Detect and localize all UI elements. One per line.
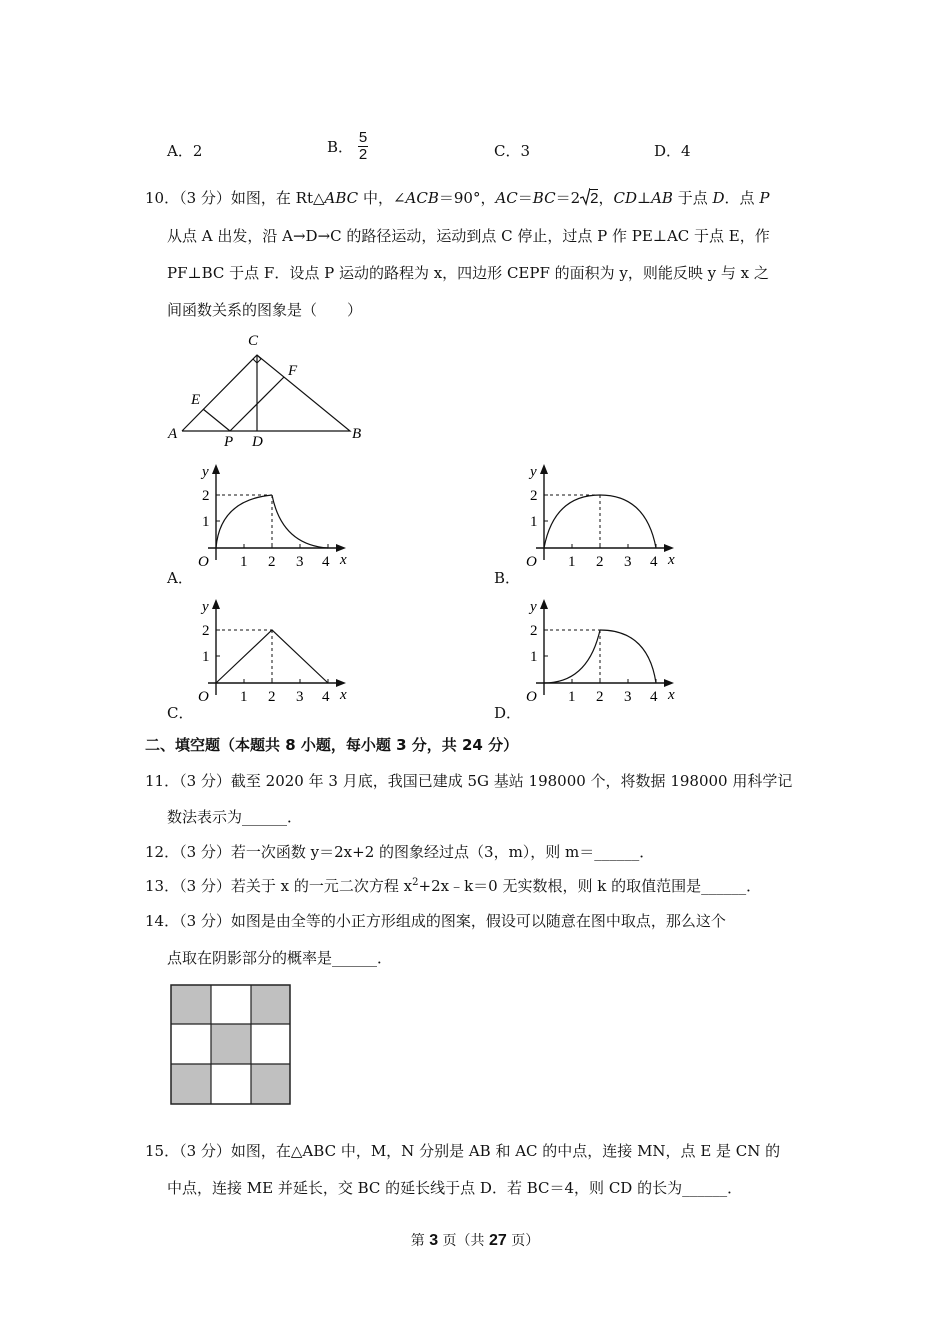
var: BC [532,189,556,207]
q10-line2: 从点 A 出发，沿 A→D→C 的路径运动，运动到点 C 停止，过点 P 作 PE⊥AC 于点 E，作 [167,227,770,245]
option-b-fraction [358,130,368,163]
q15-line1: 15．（3 分）如图，在△ABC 中，M，N 分别是 AB 和 AC 的中点，连接 MN，点 E 是 CN 的 [145,1142,781,1160]
option-c: C．3 [494,142,531,160]
grid-cell-shaded [171,1064,211,1104]
y-axis-label: y [530,464,537,480]
x-tick-label: 2 [596,554,604,570]
page-footer [0,1230,950,1250]
y-tick-label: 1 [530,649,538,665]
x-tick-label: 2 [596,689,604,705]
x-tick-label: 4 [322,689,330,705]
x-tick-label: 2 [268,554,276,570]
x-tick-label: 4 [650,689,658,705]
triangle-figure [160,328,380,450]
x-axis-label: x [340,552,347,568]
option-b-prefix: B． [327,138,354,156]
grid-cell-shaded [251,985,290,1024]
q10-line3: PF⊥BC 于点 F．设点 P 运动的路程为 x，四边形 CEPF 的面积为 y，则能反映 y 与 x 之 [167,264,769,282]
grid-cell-shaded [211,1024,251,1064]
text: ．点 [724,189,760,207]
q14-line1: 14．（3 分）如图是由全等的小正方形组成的图案，假设可以随意在图中取点，那么这个 [145,912,726,930]
y-axis-arrow [212,464,220,474]
graph-a-label: A． [167,569,193,587]
graph-c [190,595,350,710]
var: AB [651,189,673,207]
y-tick-label: 1 [202,649,210,665]
grid-cell-shaded [251,1064,290,1104]
y-tick-label: 2 [530,488,538,504]
x-tick-label: 2 [268,689,276,705]
q13-line [145,875,761,896]
origin-label: O [198,554,209,570]
graph-a [190,460,350,575]
text: 中，∠ [358,189,406,207]
option-a: A．2 [167,142,203,160]
var: P [759,189,770,207]
var: ACB [405,189,439,207]
fraction-denominator: 2 [358,146,368,163]
text: ， [598,189,614,207]
footer-text: 页） [506,1233,540,1249]
origin-label: O [526,689,537,705]
y-tick-label: 2 [530,623,538,639]
y-tick-label: 1 [202,514,210,530]
checker-grid [170,984,292,1106]
x-tick-label: 1 [568,554,576,570]
x-tick-label: 1 [240,554,248,570]
text: ＝ [517,189,533,207]
label-b: B [352,426,362,442]
label-d: D [252,434,263,450]
text: 如图，在 Rt△ [230,189,325,207]
x-axis-arrow [664,544,674,552]
page-number: 3 [429,1232,439,1249]
y-axis-label: y [202,464,209,480]
option-d: D．4 [654,142,691,160]
text: ＝2 [555,189,581,207]
y-axis-arrow [212,599,220,609]
q12-line: 12．（3 分）若一次函数 y＝2x+2 的图象经过点（3，m），则 m＝______． [145,843,655,861]
x-axis-label: x [668,687,675,703]
origin-label: O [526,554,537,570]
footer-text: 第 [410,1233,430,1249]
q10-line1 [145,187,769,208]
x-tick-label: 3 [296,689,304,705]
y-axis-label: y [202,599,209,615]
x-tick-label: 3 [296,554,304,570]
y-tick-label: 2 [202,623,210,639]
var: ABC [324,189,359,207]
y-tick-label: 1 [530,514,538,530]
text: 于点 [672,189,713,207]
label-f: F [288,363,298,379]
question-number: 10． [145,189,180,207]
x-tick-label: 3 [624,689,632,705]
q14-line2: 点取在阴影部分的概率是______． [167,949,393,967]
x-axis-arrow [336,679,346,687]
origin-label: O [198,689,209,705]
grid-cell-shaded [171,985,211,1024]
graph-d-label: D． [494,704,522,722]
graph-c-label: C． [167,704,194,722]
q11-line1: 11．（3 分）截至 2020 年 3 月底，我国已建成 5G 基站 198000 个，将数据 198000 用科学记 [145,772,793,790]
q15-line2: 中点，连接 ME 并延长，交 BC 的延长线于点 D．若 BC＝4，则 CD 的长为______． [167,1179,743,1197]
question-score: （3 分） [179,189,231,207]
y-axis-arrow [540,599,548,609]
section-heading: 二、填空题（本题共 8 小题，每小题 3 分，共 24 分） [145,736,519,754]
y-axis-arrow [540,464,548,474]
x-axis-arrow [664,679,674,687]
text: ＝90°， [438,189,496,207]
page-total: 27 [489,1232,507,1249]
var: D [712,189,725,207]
graph-b [518,460,678,575]
x-tick-label: 3 [624,554,632,570]
label-c: C [248,333,259,349]
footer-text: 页（共 [438,1233,489,1249]
y-tick-label: 2 [202,488,210,504]
option-b [327,130,368,163]
q10-line4: 间函数关系的图象是（ ） [167,301,363,319]
x-tick-label: 4 [322,554,330,570]
x-tick-label: 1 [240,689,248,705]
graph-b-label: B． [494,569,521,587]
graph-d [518,595,678,710]
var: CD [613,189,637,207]
fraction-numerator: 5 [358,129,368,146]
x-axis-label: x [340,687,347,703]
label-a: A [168,426,178,442]
label-e: E [191,392,201,408]
text: ⊥ [636,189,652,207]
superscript: 2 [412,877,419,888]
x-axis-label: x [668,552,675,568]
y-axis-label: y [530,599,537,615]
sqrt-radicand: 2 [590,190,599,207]
x-tick-label: 1 [568,689,576,705]
x-tick-label: 4 [650,554,658,570]
var: AC [495,189,518,207]
sqrt-symbol [580,188,598,207]
text: +2x﹣k＝0 无实数根，则 k 的取值范围是______． [418,877,762,895]
x-axis-arrow [336,544,346,552]
q11-line2: 数法表示为______． [167,808,303,826]
text: 13．（3 分）若关于 x 的一元二次方程 x [145,877,413,895]
label-p: P [224,434,234,450]
